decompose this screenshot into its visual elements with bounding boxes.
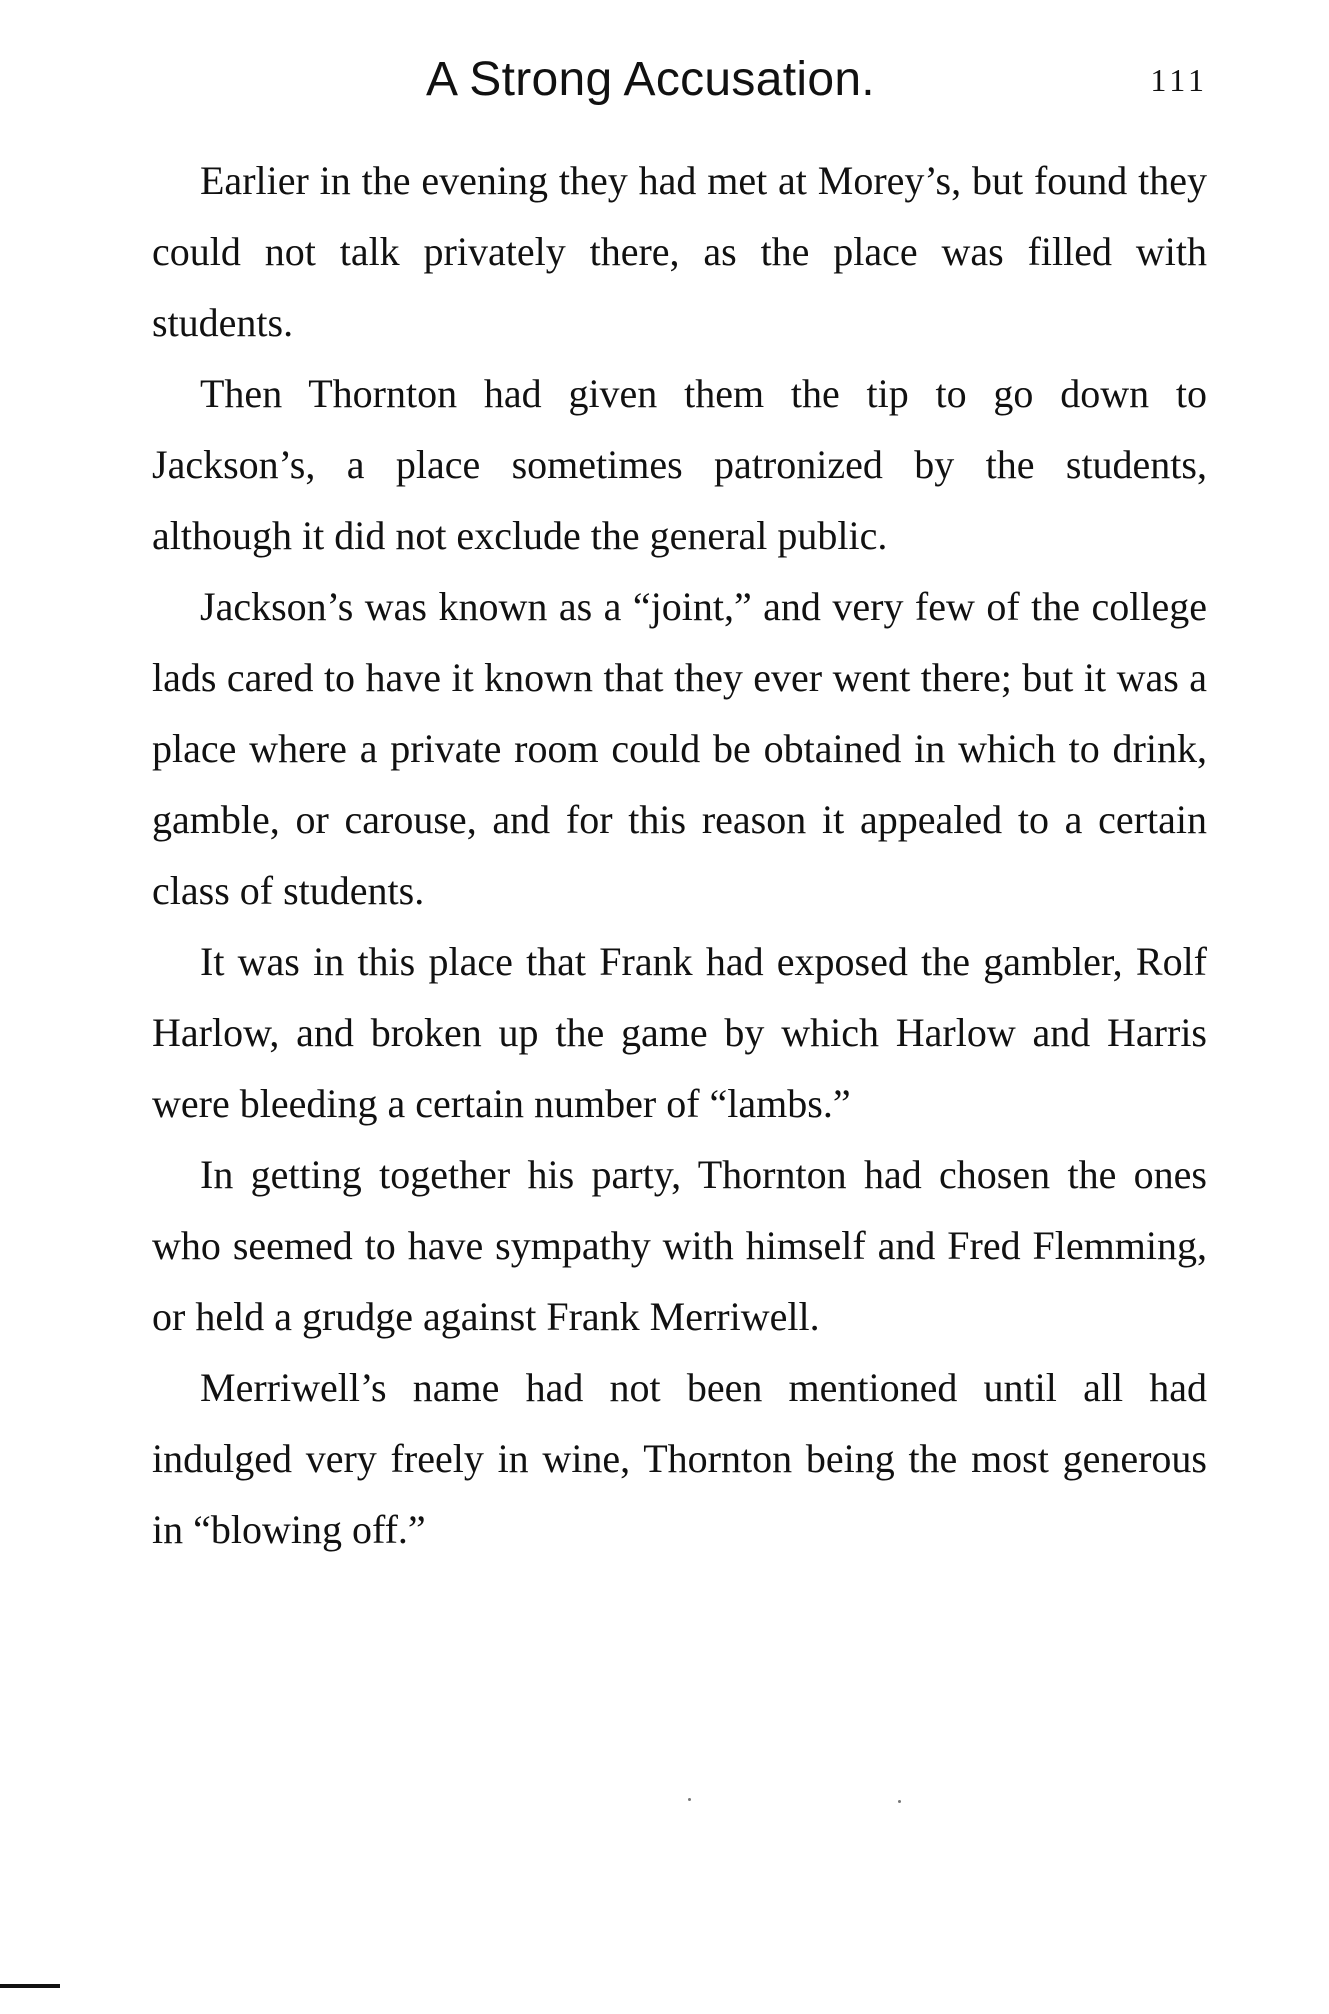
margin-dash-mark <box>0 1984 60 1988</box>
paragraph-4: It was in this place that Frank had exposed the gambler, Rolf Harlow, and broken up the game by which Harlow and Harris were bleeding a certain number of “lambs.” <box>152 939 1207 1126</box>
running-head-title: A Strong Accusation. <box>426 53 875 106</box>
page-number: 111 <box>1150 62 1208 98</box>
print-speck <box>898 1800 901 1803</box>
paragraph-6: Merriwell’s name had not been mentioned until all had indulged very freely in wine, Thornton being the most generous in “blowing off.” <box>152 1365 1207 1552</box>
paragraph-5: In getting together his party, Thornton had chosen the ones who seemed to have sympathy with himself and Fred Flemming, or held a grudge against Frank Merriwell. <box>152 1152 1207 1339</box>
page-header <box>150 50 1208 112</box>
paragraph-2: Then Thornton had given them the tip to go down to Jackson’s, a place sometimes patronized by the students, although it did not exclude the general public. <box>152 371 1207 558</box>
print-speck <box>688 1798 691 1801</box>
paragraph-1: Earlier in the evening they had met at Morey’s, but found they could not talk privately there, as the place was filled with students. <box>152 158 1207 345</box>
body-text <box>152 145 1207 1785</box>
paragraph-3: Jackson’s was known as a “joint,” and very few of the college lads cared to have it known that they ever went there; but it was a place where a private room could be obtained in which to drink, gamble, or carouse, and for this reason it appealed to a certain class of students. <box>152 584 1207 913</box>
